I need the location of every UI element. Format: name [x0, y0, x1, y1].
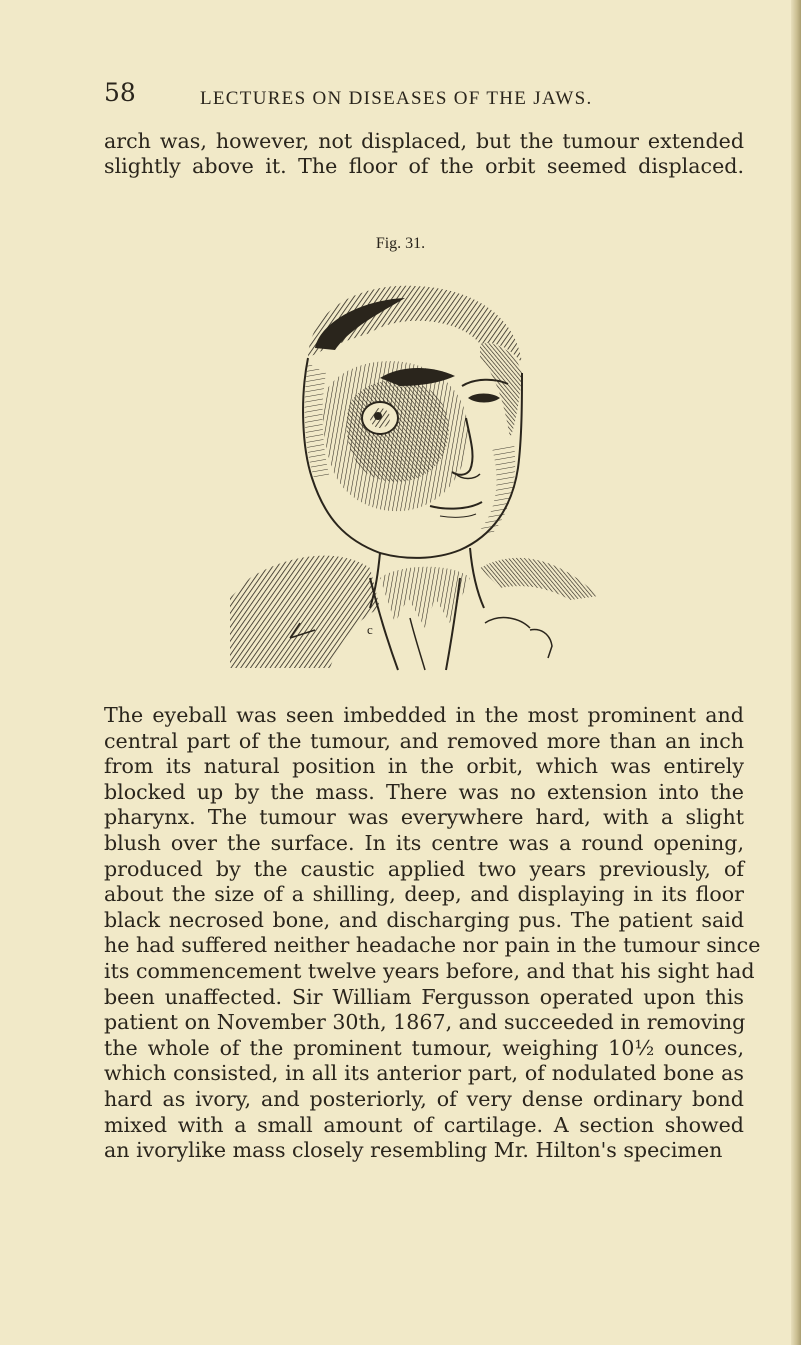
engraving-portrait-icon [230, 278, 600, 678]
text-line: about the size of a shilling, deep, and displaying in its floor [104, 882, 744, 907]
page-edge-shadow [791, 0, 801, 1345]
running-head: LECTURES ON DISEASES OF THE JAWS. [200, 88, 593, 109]
page-header [104, 78, 684, 112]
text-line: central part of the tumour, and removed more than an inch [104, 728, 744, 753]
text-line: he had suffered neither headache nor pain in the tumour since [104, 933, 761, 958]
text-line: from its natural position in the orbit, which was entirely [104, 754, 744, 779]
text-line: slightly above it. The floor of the orbit seemed displaced. [104, 154, 744, 179]
text-line: hard as ivory, and posteriorly, of very dense ordinary bond [104, 1086, 744, 1111]
figure-illustration [230, 278, 600, 678]
text-line: produced by the caustic applied two years previously, of [104, 856, 744, 881]
figure-caption: Fig. 31. [375, 235, 426, 252]
text-line: black necrosed bone, and discharging pus. The patient said [104, 907, 744, 932]
text-line: the whole of the prominent tumour, weighing 10½ ounces, [104, 1035, 744, 1060]
figure-letter-label: c [367, 622, 373, 637]
paragraph-2 [104, 703, 761, 1164]
text-line: an ivorylike mass closely resembling Mr. Hilton's specimen [104, 1138, 723, 1163]
text-line: which consisted, in all its anterior part, of nodulated bone as [104, 1061, 744, 1086]
text-line: mixed with a small amount of cartilage. A section showed [104, 1112, 744, 1137]
text-line: blush over the surface. In its centre was a round opening, [104, 830, 744, 855]
text-line: arch was, however, not displaced, but the tumour extended [104, 129, 744, 153]
page-number: 58 [104, 78, 136, 107]
text-line: been unaffected. Sir William Fergusson operated upon this [104, 984, 744, 1009]
text-line: its commencement twelve years before, and that his sight had [104, 958, 755, 983]
text-line: blocked up by the mass. There was no extension into the [104, 779, 744, 804]
text-line: pharynx. The tumour was everywhere hard, with a slight [104, 805, 744, 830]
text-line: The eyeball was seen imbedded in the most prominent and [104, 703, 744, 727]
text-line: patient on November 30th, 1867, and succeeded in removing [104, 1010, 746, 1035]
paragraph-1 [104, 129, 744, 180]
